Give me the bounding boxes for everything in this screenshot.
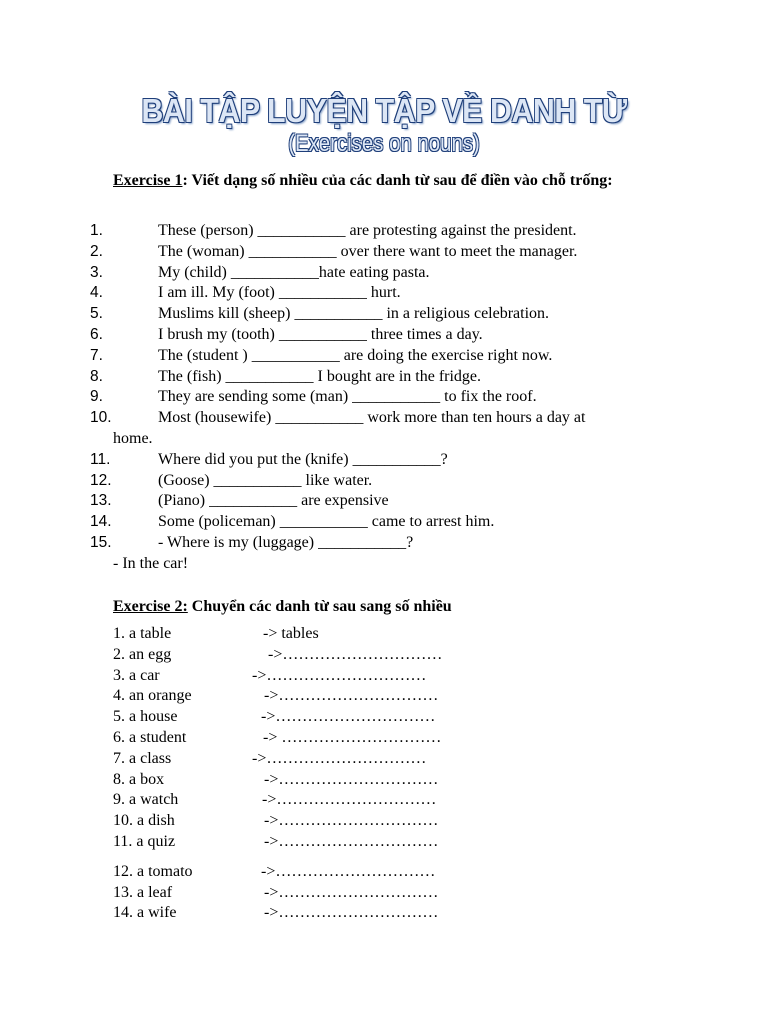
item-text: (Goose) ___________ like water. <box>158 471 373 489</box>
answer-blank: ->………………………… <box>268 645 443 663</box>
item-text: These (person) ___________ are protesting against the president. <box>158 222 577 239</box>
exercise2-instruction: Chuyển các danh từ sau sang số nhiều <box>187 598 452 615</box>
exercise2-item <box>113 645 613 666</box>
exercise1-item <box>0 408 768 429</box>
item-text: I brush my (tooth) ___________ three times a day. <box>158 325 483 343</box>
answer-blank: ->………………………… <box>252 666 427 684</box>
item-number: 6. <box>90 325 103 343</box>
item-text: Muslims kill (sheep) ___________ in a religious celebration. <box>158 305 550 323</box>
exercise1-item <box>0 512 768 533</box>
exercise2-item <box>113 770 613 791</box>
exercise1-item <box>0 283 768 304</box>
exercise2-item <box>113 728 613 749</box>
exercise2-item <box>113 811 613 832</box>
exercise1-list <box>0 221 768 575</box>
noun-text: 13. a leaf <box>113 883 173 901</box>
item-number: 8. <box>90 367 103 385</box>
item-text: Where did you put the (knife) ___________? <box>158 450 448 468</box>
exercise2-item <box>113 666 613 687</box>
noun-text: 1. a table <box>113 625 172 642</box>
answer-blank: ->………………………… <box>264 812 439 830</box>
exercise2-heading <box>113 596 653 617</box>
exercise2-label: Exercise 2: <box>113 598 188 615</box>
item-number: 13. <box>90 492 112 510</box>
noun-text: 3. a car <box>113 666 160 684</box>
noun-text: 10. a dish <box>113 812 175 830</box>
exercise1-item <box>0 325 768 346</box>
item-number: 1. <box>90 222 103 239</box>
item-number: 11. <box>90 450 111 468</box>
exercise1-item <box>0 491 768 512</box>
exercise2-item <box>113 790 613 811</box>
exercise1-item <box>0 221 768 242</box>
answer-blank: ->………………………… <box>264 883 439 901</box>
noun-text: 14. a wife <box>113 904 177 922</box>
exercise2-item <box>113 903 613 924</box>
item-number: 5. <box>90 305 103 323</box>
page-subtitle: (Exercises on nouns) <box>288 130 480 157</box>
answer-blank: ->………………………… <box>261 708 436 726</box>
item-text: Most (housewife) ___________ work more than ten hours a day at <box>158 409 586 427</box>
exercise1-item <box>0 533 768 554</box>
item-number: 12. <box>90 471 112 489</box>
exercise1-label: Exercise 1 <box>113 172 183 189</box>
exercise1-item <box>0 242 768 263</box>
answer-blank: ->………………………… <box>264 687 439 705</box>
item-text: The (woman) ___________ over there want to meet the manager. <box>158 242 578 260</box>
item-continuation <box>0 429 768 450</box>
item-text: Some (policeman) ___________ came to arrest him. <box>158 513 495 531</box>
item-number: 10. <box>90 409 112 427</box>
noun-text: 7. a class <box>113 749 172 767</box>
exercise2-item <box>113 862 613 883</box>
exercise1-item <box>0 387 768 408</box>
answer-blank: ->………………………… <box>264 832 439 850</box>
noun-text: 12. a tomato <box>113 862 193 880</box>
exercise2-item <box>113 624 613 645</box>
item-continuation <box>0 554 768 575</box>
item-continuation-text: home. <box>113 429 153 447</box>
exercise2-item <box>113 832 613 853</box>
noun-text: 6. a student <box>113 728 187 746</box>
item-continuation-text: - In the car! <box>113 554 189 572</box>
item-text: The (fish) ___________ I bought are in the fridge. <box>158 367 482 385</box>
exercise2-list <box>113 624 613 924</box>
exercise1-item <box>0 346 768 367</box>
exercise2-item <box>113 883 613 904</box>
answer-blank: -> tables <box>263 625 319 642</box>
noun-text: 11. a quiz <box>113 832 176 850</box>
answer-blank: ->………………………… <box>264 770 439 788</box>
exercise1-item <box>0 304 768 325</box>
exercise2-item <box>113 686 613 707</box>
answer-blank: ->………………………… <box>252 749 427 767</box>
item-number: 2. <box>90 242 103 260</box>
noun-text: 8. a box <box>113 770 165 788</box>
exercise2-item <box>113 749 613 770</box>
noun-text: 4. an orange <box>113 687 192 705</box>
answer-blank: -> ………………………… <box>263 728 442 746</box>
item-text: They are sending some (man) ___________ to fix the roof. <box>158 388 537 406</box>
page-title: BÀI TẬP LUYỆN TẬP VỀ DANH TỪ <box>141 92 627 129</box>
item-text: - Where is my (luggage) ___________? <box>158 533 414 551</box>
item-number: 14. <box>90 513 112 531</box>
answer-blank: ->………………………… <box>261 862 436 880</box>
answer-blank: ->………………………… <box>264 904 439 922</box>
exercise1-item <box>0 367 768 388</box>
exercise2-item <box>113 707 613 728</box>
item-text: My (child) ___________hate eating pasta. <box>158 263 430 281</box>
item-number: 15. <box>90 533 112 551</box>
exercise1-heading <box>113 170 653 191</box>
exercise1-item <box>0 471 768 492</box>
exercise1-item <box>0 450 768 471</box>
item-number: 3. <box>90 263 103 281</box>
noun-text: 9. a watch <box>113 791 179 809</box>
noun-text: 2. an egg <box>113 645 172 663</box>
answer-blank: ->………………………… <box>262 791 437 809</box>
exercise1-instruction: : Viết dạng số nhiều của các danh từ sau để điền vào chỗ trống: <box>182 172 613 189</box>
noun-text: 5. a house <box>113 708 178 726</box>
item-number: 4. <box>90 284 103 302</box>
item-number: 7. <box>90 346 103 364</box>
item-text: (Piano) ___________ are expensive <box>158 492 389 510</box>
item-number: 9. <box>90 388 103 406</box>
item-text: I am ill. My (foot) ___________ hurt. <box>158 284 401 302</box>
exercise1-item <box>0 263 768 284</box>
item-text: The (student ) ___________ are doing the exercise right now. <box>158 346 553 364</box>
